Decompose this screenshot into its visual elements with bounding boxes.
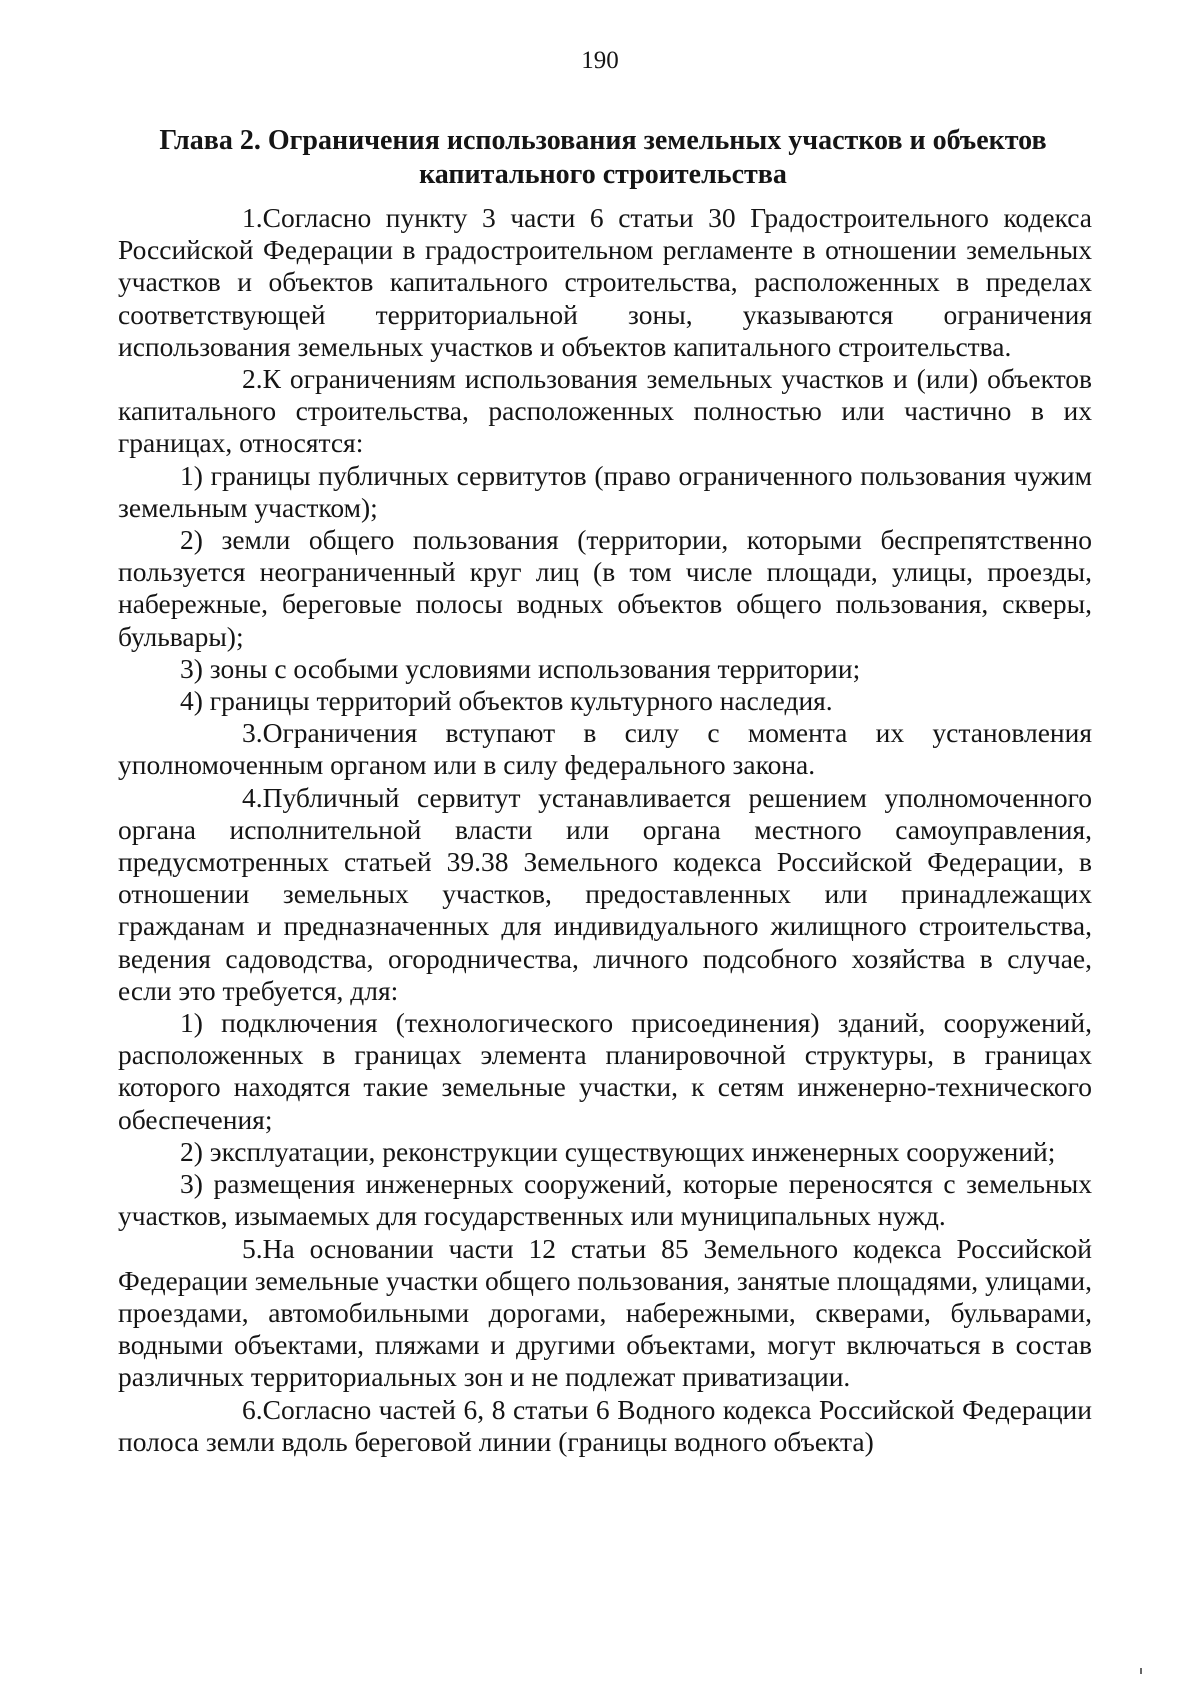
list-item-4-2	[118, 1136, 1092, 1168]
list-item-number: 1)	[180, 459, 203, 491]
list-item-text: земли общего пользования (территории, которыми беспрепятственно пользуется неограниченный круг лиц (в том числе площади, улицы, проезды, набережные, береговые полосы водных объектов общего пользования, скверы, бульвары);	[118, 524, 1092, 652]
paragraph-text: Ограничения вступают в силу с момента их установления уполномоченным органом или в силу федерального закона.	[118, 717, 1092, 781]
list-item-number: 2)	[180, 524, 203, 556]
list-item-4-1	[118, 1007, 1092, 1136]
chapter-title-line1: Глава 2. Ограничения использования земельных участков и объектов	[159, 125, 1047, 156]
list-item-text: эксплуатации, реконструкции существующих инженерных сооружений;	[209, 1135, 1056, 1167]
list-item-text: зоны с особыми условиями использования территории;	[209, 652, 861, 684]
paragraph-number: 1.	[242, 202, 263, 233]
list-item-text: границы территорий объектов культурного наследия.	[209, 685, 833, 717]
paragraph-5	[118, 1233, 1092, 1394]
paragraph-2	[118, 363, 1092, 460]
list-item-2-1	[118, 460, 1092, 524]
list-item-2-4	[118, 685, 1092, 717]
list-item-text: размещения инженерных сооружений, которые переносятся с земельных участков, изымаемых для государственных или муниципальных нужд.	[118, 1168, 1093, 1232]
scan-artifact	[1140, 1668, 1142, 1674]
paragraph-number: 2.	[242, 363, 263, 395]
list-item-text: подключения (технологического присоединения) зданий, сооружений, расположенных в границах элемента планировочной структуры, в границах которого находятся такие земельные участки, к сетям инженерно-технического обеспечения;	[118, 1007, 1092, 1135]
list-item-2-2	[118, 524, 1092, 653]
paragraph-1	[118, 202, 1092, 363]
paragraph-6	[118, 1394, 1092, 1458]
chapter-title-line2: капитального строительства	[419, 159, 787, 190]
paragraph-3	[118, 717, 1092, 781]
paragraph-number: 5.	[242, 1232, 263, 1264]
paragraph-text: Публичный сервитут устанавливается решением уполномоченного органа исполнительной власти или органа местного самоуправления, предусмотренных статьей 39.38 Земельного кодекса Российской Федерации, в отношении земельных участков, предоставленных или принадлежащих гражданам и предназначенных для индивидуального жилищного строительства, ведения садоводства, огородничества, личного подсобного хозяйства в случае, если это требуется, для:	[118, 781, 1092, 1006]
document-body	[118, 202, 1092, 1458]
list-item-number: 2)	[180, 1135, 203, 1167]
list-item-number: 3)	[180, 1168, 203, 1200]
list-item-4-3	[118, 1168, 1092, 1232]
page-number: 190	[581, 47, 619, 74]
paragraph-text: Согласно пункту 3 части 6 статьи 30 Градостроительного кодекса Российской Федерации в градостроительном регламенте в отношении земельных участков и объектов капитального строительства, расположенных в пределах соответствующей территориальной зоны, указываются ограничения использования земельных участков и объектов капитального строительства.	[118, 202, 1092, 362]
paragraph-text: На основании части 12 статьи 85 Земельного кодекса Российской Федерации земельные участки общего пользования, занятые площадями, улицами, проездами, автомобильными дорогами, набережными, скверами, бульварами, водными объектами, пляжами и другими объектами, могут включаться в состав различных территориальных зон и не подлежат приватизации.	[118, 1232, 1092, 1393]
list-item-number: 3)	[180, 652, 203, 684]
paragraph-text: К ограничениям использования земельных участков и (или) объектов капитального строительства, расположенных полностью или частично в их границах, относятся:	[118, 363, 1092, 459]
paragraph-number: 6.	[242, 1393, 263, 1425]
paragraph-text: Согласно частей 6, 8 статьи 6 Водного кодекса Российской Федерации полоса земли вдоль береговой линии (границы водного объекта)	[118, 1393, 1092, 1457]
chapter-title	[118, 124, 1088, 192]
list-item-2-3	[118, 653, 1092, 685]
list-item-number: 1)	[180, 1007, 203, 1039]
paragraph-number: 4.	[242, 781, 263, 813]
paragraph-4	[118, 782, 1092, 1007]
paragraph-number: 3.	[242, 717, 263, 749]
list-item-number: 4)	[180, 685, 203, 717]
list-item-text: границы публичных сервитутов (право ограниченного пользования чужим земельным участком);	[118, 459, 1093, 523]
